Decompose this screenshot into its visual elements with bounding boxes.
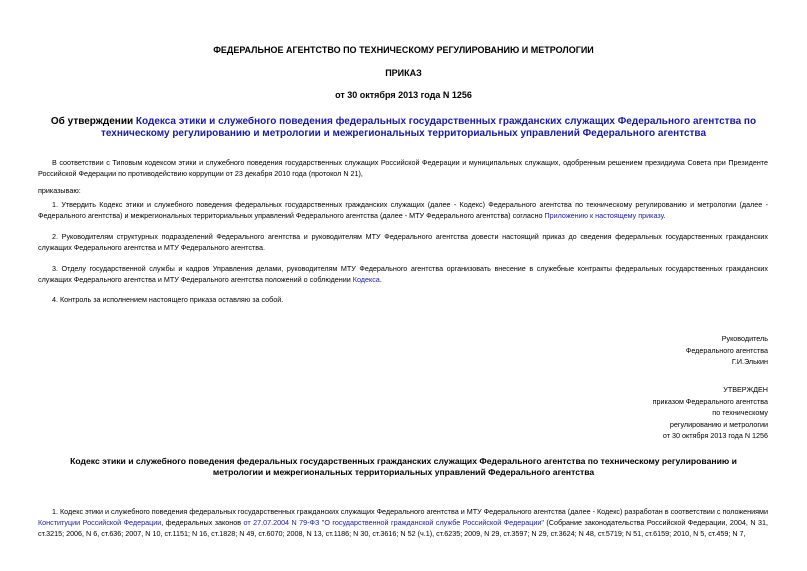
signature-position: Руководитель [721,334,768,343]
federal-law-link[interactable]: от 27.07.2004 N 79-ФЗ "О государственной гражданской службе Российской Федерации" [243,518,544,527]
document-type: ПРИКАЗ [385,68,422,78]
signature-organization: Федерального агентства [685,345,768,355]
item-3-paragraph [38,263,768,285]
item-4-paragraph [38,294,768,305]
code-paragraph-1 [38,506,768,539]
intro-text: В соответствии с Типовым кодексом этики и служебного поведения государственных служащих Российской Федерации и муниципальных служащих, одобренным решением президиума Совета при Президенте Российской Федерации по противодействию коррупции от 23 декабря 2010 года (протокол N 21), [38,158,768,178]
item-4-text: 4. Контроль за исполнением настоящего приказа оставляю за собой. [52,295,284,304]
approval-line-3: по техническому [712,408,768,417]
title-link[interactable]: Кодекса этики и служебного поведения федеральных государственных гражданских служащих Федерального агентства по техническому регулированию и метрологии и межрегиональных территориальных управлений Федерального агентства [100,116,757,139]
signature-name: Г.И.Элькин [731,357,768,366]
item-2-paragraph [38,231,768,253]
approval-label: УТВЕРЖДЕН [723,385,768,394]
signature-block [568,333,768,368]
order-word: приказываю: [38,186,81,195]
title-prefix: Об утверждении [50,116,136,127]
document-title [50,116,757,140]
appendix-link[interactable]: Приложению к настоящему приказу [544,211,664,220]
code-title: Кодекс этики и служебного поведения федеральных государственных гражданских служащих Федерального агентства по техническому регулированию и метрологии и межрегиональных территориальных управлений Федерального агентства [70,456,737,477]
approval-date: от 30 октября 2013 года N 1256 [662,431,768,440]
agency-heading: ФЕДЕРАЛЬНОЕ АГЕНТСТВО ПО ТЕХНИЧЕСКОМУ РЕГУЛИРОВАНИЮ И МЕТРОЛОГИИ [213,45,594,55]
approval-line-4: регулированию и метрологии [669,419,768,429]
approval-line-2: приказом Федерального агентства [652,396,768,406]
approval-block [568,384,768,442]
code-p1-mid: , федеральных законов [161,518,244,527]
code-link[interactable]: Кодекса [352,275,380,284]
code-p1-rest: (Собрание законодательства Российской Федерации, 2004, N 31, ст.3215; 2006, N 6, ст.636; 2007, N 10, ст.1151; N 16, ст.1828; N 49, ст.6070; 2008, N 13, ст.1186; N 30, ст.3616; N 52 (ч.1), ст.6235; 2009, N 29, ст.3597; N 29, ст.3624; N 48, ст.5719; N 51, ст.6159; 2010, N 5, ст.459; N 7, [38,518,768,538]
item-1-text: 1. Утвердить Кодекс этики и служебного поведения федеральных государственных гражданских служащих (далее - Кодекс) Федерального агентства по техническому регулированию и метрологии (далее - Федерального агентства) и межрегиональных территориальных управлений Федерального агентства (далее - МТУ Федерального агентства) согласно [38,200,768,220]
code-p1-text: 1. Кодекс этики и служебного поведения федеральных государственных гражданских служащих Федерального агентства и МТУ Федерального агентства (далее - Кодекс) разработан в соответствии с положениями [52,507,768,516]
intro-paragraph [38,157,768,179]
document-date: от 30 октября 2013 года N 1256 [335,90,472,100]
item-2-text: 2. Руководителям структурных подразделений Федерального агентства и руководителям МТУ Федерального агентства довести настоящий приказ до сведения федеральных государственных гражданских служащих Федерального агентства и МТУ Федерального агентства. [38,232,768,252]
item-3-text: 3. Отделу государственной службы и кадров Управления делами, руководителям МТУ Федерального агентства организовать внесение в служебные контракты федеральных государственных гражданских служащих Федерального агентства и МТУ Федерального агентства положений о соблюдении [38,264,768,284]
item-1-end: . [663,211,666,220]
item-1-paragraph [38,199,768,221]
item-3-end: . [379,275,382,284]
constitution-link[interactable]: Конституции Российской Федерации [38,518,162,527]
